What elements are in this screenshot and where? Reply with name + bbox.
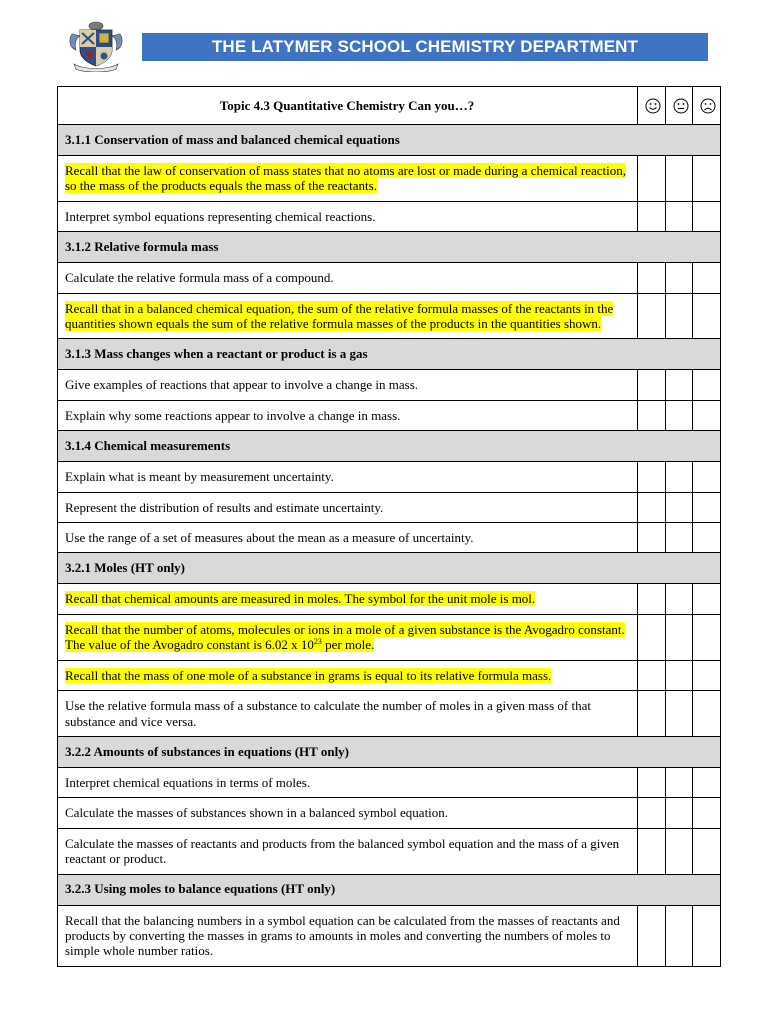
checklist-item-row bbox=[58, 905, 721, 966]
checklist-item-cell bbox=[58, 523, 638, 553]
rating-box-neutral[interactable] bbox=[665, 492, 693, 522]
section-heading: 3.2.3 Using moles to balance equations (HT only) bbox=[58, 874, 721, 905]
section-heading: 3.2.2 Amounts of substances in equations (HT only) bbox=[58, 736, 721, 767]
checklist-item-text bbox=[65, 836, 619, 866]
checklist-item-text bbox=[65, 591, 535, 606]
checklist-item-row bbox=[58, 201, 721, 231]
checklist-title: Topic 4.3 Quantitative Chemistry Can you…? bbox=[58, 87, 638, 125]
checklist-item-row bbox=[58, 614, 721, 660]
rating-box-happy[interactable] bbox=[638, 293, 666, 339]
rating-box-happy[interactable] bbox=[638, 462, 666, 492]
section-row bbox=[58, 874, 721, 905]
checklist-item-text bbox=[65, 913, 620, 959]
smiling-face-icon bbox=[645, 98, 661, 114]
section-row bbox=[58, 431, 721, 462]
rating-box-happy[interactable] bbox=[638, 523, 666, 553]
checklist-item-cell bbox=[58, 905, 638, 966]
checklist-item-cell bbox=[58, 492, 638, 522]
checklist-item-cell bbox=[58, 691, 638, 737]
rating-box-neutral[interactable] bbox=[665, 156, 693, 202]
rating-box-neutral[interactable] bbox=[665, 263, 693, 293]
item-text: Recall that the mass of one mole of a substance in grams is equal to its relative formula mass. bbox=[65, 667, 552, 683]
rating-box-neutral[interactable] bbox=[665, 370, 693, 400]
rating-box-happy[interactable] bbox=[638, 905, 666, 966]
checklist-item-row bbox=[58, 660, 721, 690]
checklist-item-row bbox=[58, 400, 721, 430]
checklist-item-text bbox=[65, 698, 591, 728]
rating-box-neutral[interactable] bbox=[665, 905, 693, 966]
checklist-item-cell bbox=[58, 660, 638, 690]
item-superscript: 23 bbox=[313, 637, 322, 647]
item-text: Give examples of reactions that appear to involve a change in mass. bbox=[65, 377, 419, 393]
checklist-item-cell bbox=[58, 156, 638, 202]
checklist-item-cell bbox=[58, 767, 638, 797]
rating-box-neutral[interactable] bbox=[665, 798, 693, 828]
checklist-item-cell bbox=[58, 400, 638, 430]
banner-title: THE LATYMER SCHOOL CHEMISTRY DEPARTMENT bbox=[211, 37, 639, 56]
rating-box-neutral[interactable] bbox=[665, 462, 693, 492]
item-text: Explain what is meant by measurement uncertainty. bbox=[65, 469, 334, 485]
rating-box-neutral[interactable] bbox=[665, 400, 693, 430]
rating-box-neutral[interactable] bbox=[665, 828, 693, 874]
item-text: Represent the distribution of results and estimate uncertainty. bbox=[65, 499, 384, 515]
item-text: Interpret chemical equations in terms of moles. bbox=[65, 774, 311, 790]
rating-box-neutral[interactable] bbox=[665, 767, 693, 797]
checklist-item-cell bbox=[58, 370, 638, 400]
checklist-item-row bbox=[58, 462, 721, 492]
checklist-item-text bbox=[65, 408, 400, 423]
checklist-item-cell bbox=[58, 798, 638, 828]
checklist-item-cell bbox=[58, 201, 638, 231]
rating-box-happy[interactable] bbox=[638, 263, 666, 293]
checklist-item-row bbox=[58, 293, 721, 339]
rating-box-sad[interactable] bbox=[693, 523, 721, 553]
rating-box-happy[interactable] bbox=[638, 400, 666, 430]
checklist-item-row bbox=[58, 828, 721, 874]
rating-box-neutral[interactable] bbox=[665, 584, 693, 614]
rating-box-happy[interactable] bbox=[638, 691, 666, 737]
section-row bbox=[58, 339, 721, 370]
rating-box-happy[interactable] bbox=[638, 660, 666, 690]
checklist-item-row bbox=[58, 370, 721, 400]
checklist-item-cell bbox=[58, 584, 638, 614]
checklist-item-text bbox=[65, 163, 626, 193]
school-crest-icon bbox=[68, 20, 124, 72]
rating-box-sad[interactable] bbox=[693, 400, 721, 430]
rating-box-sad[interactable] bbox=[693, 293, 721, 339]
checklist-item-cell bbox=[58, 614, 638, 660]
rating-box-sad[interactable] bbox=[693, 691, 721, 737]
rating-box-happy[interactable] bbox=[638, 767, 666, 797]
checklist-item-row bbox=[58, 584, 721, 614]
checklist-item-text bbox=[65, 500, 383, 515]
rating-box-sad[interactable] bbox=[693, 614, 721, 660]
rating-box-sad[interactable] bbox=[693, 201, 721, 231]
face-header-happy bbox=[638, 87, 666, 125]
rating-box-happy[interactable] bbox=[638, 828, 666, 874]
face-header-neutral bbox=[665, 87, 693, 125]
checklist-item-cell bbox=[58, 293, 638, 339]
checklist-body bbox=[58, 87, 721, 967]
frowning-face-icon bbox=[700, 98, 716, 114]
checklist-table bbox=[57, 86, 721, 967]
item-text: Calculate the masses of reactants and products from the balanced symbol equation and the mass of a given reactant or product. bbox=[65, 835, 620, 867]
checklist-item-text bbox=[65, 530, 474, 545]
rating-box-sad[interactable] bbox=[693, 767, 721, 797]
item-text: Recall that the number of atoms, molecules or ions in a mole of a given substance is the Avogadro constant. The value of the Avogadro constant is 6.02 x 10 bbox=[65, 621, 625, 653]
checklist-item-cell bbox=[58, 263, 638, 293]
rating-box-happy[interactable] bbox=[638, 614, 666, 660]
section-heading: 3.1.3 Mass changes when a reactant or product is a gas bbox=[58, 339, 721, 370]
rating-box-neutral[interactable] bbox=[665, 201, 693, 231]
rating-box-happy[interactable] bbox=[638, 492, 666, 522]
section-heading: 3.1.1 Conservation of mass and balanced chemical equations bbox=[58, 125, 721, 156]
checklist-item-row bbox=[58, 492, 721, 522]
rating-box-sad[interactable] bbox=[693, 370, 721, 400]
item-text: Use the range of a set of measures about the mean as a measure of uncertainty. bbox=[65, 530, 474, 546]
section-heading: 3.2.1 Moles (HT only) bbox=[58, 553, 721, 584]
checklist-item-row bbox=[58, 156, 721, 202]
rating-box-neutral[interactable] bbox=[665, 523, 693, 553]
rating-box-sad[interactable] bbox=[693, 660, 721, 690]
title-row bbox=[58, 87, 721, 125]
checklist-item-text bbox=[65, 377, 418, 392]
item-text: Recall that in a balanced chemical equation, the sum of the relative formula masses of the reactants in the quantities shown equals the sum of the relative formula masses of the products in the quantities shown. bbox=[65, 300, 614, 332]
checklist-item-text bbox=[65, 301, 613, 331]
checklist-item-text bbox=[65, 469, 334, 484]
section-heading: 3.1.2 Relative formula mass bbox=[58, 232, 721, 263]
item-text: Interpret symbol equations representing chemical reactions. bbox=[65, 208, 376, 224]
rating-box-neutral[interactable] bbox=[665, 660, 693, 690]
checklist-item-row bbox=[58, 691, 721, 737]
rating-box-happy[interactable] bbox=[638, 798, 666, 828]
rating-box-happy[interactable] bbox=[638, 370, 666, 400]
checklist-item-text bbox=[65, 805, 448, 820]
section-heading: 3.1.4 Chemical measurements bbox=[58, 431, 721, 462]
rating-box-sad[interactable] bbox=[693, 156, 721, 202]
checklist-item-text bbox=[65, 668, 551, 683]
rating-box-happy[interactable] bbox=[638, 156, 666, 202]
face-header-sad bbox=[693, 87, 721, 125]
rating-box-sad[interactable] bbox=[693, 905, 721, 966]
rating-box-neutral[interactable] bbox=[665, 614, 693, 660]
checklist-item-row bbox=[58, 798, 721, 828]
item-text: Recall that the balancing numbers in a symbol equation can be calculated from the masses of reactants and products by converting the masses in grams to amounts in moles and converting the numbers of moles to simple whole number ratios. bbox=[65, 912, 620, 959]
rating-box-happy[interactable] bbox=[638, 584, 666, 614]
rating-box-sad[interactable] bbox=[693, 828, 721, 874]
rating-box-sad[interactable] bbox=[693, 263, 721, 293]
item-text: Recall that chemical amounts are measured in moles. The symbol for the unit mole is mol. bbox=[65, 591, 536, 607]
checklist-item-row bbox=[58, 263, 721, 293]
checklist-item-text bbox=[65, 270, 334, 285]
section-row bbox=[58, 232, 721, 263]
rating-box-sad[interactable] bbox=[693, 492, 721, 522]
checklist-item-row bbox=[58, 767, 721, 797]
checklist-item-text bbox=[65, 775, 310, 790]
item-text: Calculate the relative formula mass of a compound. bbox=[65, 270, 334, 286]
rating-box-sad[interactable] bbox=[693, 584, 721, 614]
item-text-after: per mole. bbox=[321, 637, 375, 653]
checklist-item-cell bbox=[58, 462, 638, 492]
item-text: Calculate the masses of substances shown in a balanced symbol equation. bbox=[65, 805, 449, 821]
section-row bbox=[58, 125, 721, 156]
neutral-face-icon bbox=[673, 98, 689, 114]
section-row bbox=[58, 736, 721, 767]
rating-box-happy[interactable] bbox=[638, 201, 666, 231]
checklist-item-text bbox=[65, 622, 625, 652]
checklist-item-row bbox=[58, 523, 721, 553]
checklist-item-cell bbox=[58, 828, 638, 874]
department-banner bbox=[142, 33, 708, 61]
item-text: Use the relative formula mass of a substance to calculate the number of moles in a given mass of that substance and vice versa. bbox=[65, 698, 591, 729]
item-text: Explain why some reactions appear to involve a change in mass. bbox=[65, 407, 401, 423]
rating-box-neutral[interactable] bbox=[665, 691, 693, 737]
rating-box-sad[interactable] bbox=[693, 798, 721, 828]
checklist-item-text bbox=[65, 209, 375, 224]
section-row bbox=[58, 553, 721, 584]
rating-box-sad[interactable] bbox=[693, 462, 721, 492]
item-text: Recall that the law of conservation of mass states that no atoms are lost or made during a chemical reaction, so the mass of the products equals the mass of the reactants. bbox=[65, 163, 626, 194]
rating-box-neutral[interactable] bbox=[665, 293, 693, 339]
